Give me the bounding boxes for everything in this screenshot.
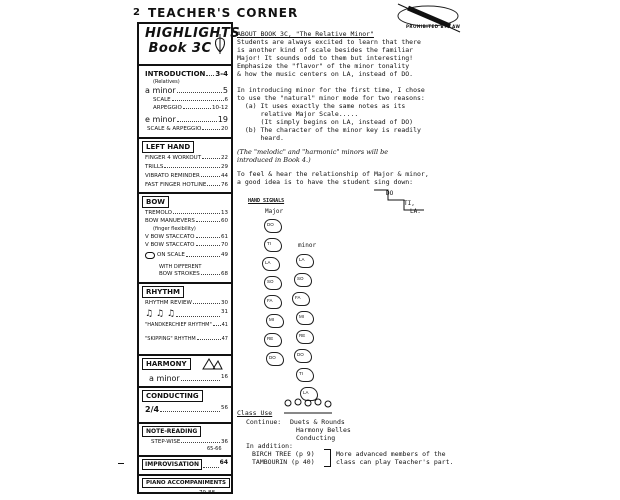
class-use-item: Conducting	[296, 434, 336, 442]
piano-page: 79-88	[199, 490, 215, 496]
page-number: 2	[133, 7, 140, 18]
hand-sign-icon: MI	[296, 311, 314, 325]
la-label: LA.	[410, 208, 421, 215]
left-hand-item: FINGER 4 WORKOUT 22	[145, 155, 228, 161]
divider	[139, 474, 231, 476]
hand-sign-icon: SO	[264, 276, 282, 290]
highlights-sidebar	[137, 22, 241, 496]
major-label: Major	[265, 208, 284, 215]
p2-line: to use the "natural" minor mode for two reasons:	[237, 94, 425, 102]
divider	[139, 192, 231, 194]
bow-manuevers-item: BOW MANUEVERS 60	[145, 218, 228, 224]
left-hand-heading: LEFT HAND	[142, 141, 194, 153]
arpeggio-item: ARPEGGIO 10-12	[153, 105, 228, 111]
divider	[139, 422, 231, 424]
advanced-line: class can play Teacher's part.	[336, 458, 454, 466]
class-use-label: Class Use	[237, 409, 273, 417]
p3-line: To feel & hear the relationship of Major & minor,	[237, 170, 429, 178]
hand-sign-icon: TI	[296, 368, 314, 382]
hand-sign-icon: FA	[292, 292, 310, 306]
p1-line: Emphasize the "flavor" of the minor tonality	[237, 62, 410, 70]
page-header: TEACHER'S CORNER	[148, 6, 299, 20]
scale-item: SCALE 6	[153, 97, 228, 103]
class-use-item: Harmony Belles	[296, 426, 351, 434]
divider	[139, 455, 231, 457]
continue-label: Continue:	[246, 418, 282, 426]
birch-tree-ref: BIRCH TREE (p 9)	[252, 450, 315, 458]
conducting-item: 2/4 56	[145, 405, 228, 414]
note-line: (The "melodic" and "harmonic" minors will be	[237, 148, 389, 156]
rhythm-notes-item: ♫ ♫ ♫ 31	[145, 309, 228, 319]
step-wise-page2: 65-66	[207, 446, 222, 452]
conducting-heading: CONDUCTING	[142, 390, 203, 402]
note-reading-heading: NOTE-READING	[142, 426, 201, 437]
hand-sign-icon: DO	[266, 352, 284, 366]
p2-line: In introducing minor for the first time, I chose	[237, 86, 425, 94]
sidebar-title	[145, 26, 241, 56]
staccato-item: V BOW STACCATO 70	[145, 242, 228, 248]
hand-sign-icon: DO	[294, 349, 312, 363]
relatives-label: (Relatives)	[153, 79, 180, 85]
p1-line: Major! It sounds odd to them but interesting!	[237, 54, 414, 62]
step-wise-item: STEP-WISE 36	[151, 439, 228, 445]
harmony-item: a minor 16	[149, 374, 228, 383]
sidebar-title-line1: HIGHLIGHTS	[145, 26, 241, 41]
improvisation-item: IMPROVISATION 64	[142, 459, 228, 470]
hand-sign-icon: LA	[300, 387, 318, 401]
hand-sign-icon: DO	[264, 219, 282, 233]
bow-heading: BOW	[142, 196, 169, 208]
sidebar-title-line2: Book 3C	[148, 41, 212, 56]
with-different-label: WITH DIFFERENT	[159, 264, 202, 270]
bell-icon	[199, 357, 223, 371]
handkerchief-item: "HANDKERCHIEF RHYTHM" 41	[145, 322, 228, 328]
hand-sign-icon: LA	[262, 257, 280, 271]
violin-icon	[213, 32, 227, 56]
hand-sign-icon: LA	[296, 254, 314, 268]
hand-sign-icon: SO	[294, 273, 312, 287]
brace	[324, 449, 331, 467]
rhythm-review-item: RHYTHM REVIEW 30	[145, 300, 228, 306]
rhythm-heading: RHYTHM	[142, 286, 184, 298]
e-minor-item: e minor 19	[145, 115, 228, 124]
hand-sign-icon: FA	[264, 295, 282, 309]
scale-arpeggio-item: SCALE & ARPEGGIO 20	[147, 126, 228, 132]
p3-line: a good idea is to have the student sing down:	[237, 178, 414, 186]
p2-line: heard.	[237, 134, 284, 142]
bow-strokes-item: BOW STROKES 68	[159, 271, 228, 277]
hand-sign-icon: MI	[266, 314, 284, 328]
divider	[139, 64, 231, 66]
divider	[139, 137, 231, 139]
divider	[139, 354, 231, 356]
introduction-item: INTRODUCTION 3-4	[145, 70, 228, 78]
hand-signals-title: HAND SIGNALS	[248, 198, 285, 204]
divider	[139, 386, 231, 388]
left-hand-item: VIBRATO REMINDER 44	[145, 173, 228, 179]
staccato-item: V BOW STACCATO 61	[145, 234, 228, 240]
logo-text: PROHIBITED BY LAW	[406, 24, 461, 29]
on-scale-item: ON SCALE 49	[145, 252, 228, 259]
p1-line: is another kind of scale besides the familiar	[237, 46, 414, 54]
finger-flex-label: (finger flexibility)	[153, 226, 196, 232]
ti-label: TI,	[404, 200, 415, 207]
copyright-logo	[388, 2, 468, 34]
note-icon	[145, 252, 155, 259]
pen-icon	[388, 2, 468, 34]
left-hand-item: FAST FINGER HOTLINE 76	[145, 182, 228, 188]
p1-line: & how the music centers on LA, instead of DO.	[237, 70, 414, 78]
do-label: DO	[386, 190, 394, 197]
margin-mark	[118, 463, 124, 464]
p2-line: (It simply begins on LA, instead of DO)	[237, 118, 414, 126]
advanced-line: More advanced members of the	[336, 450, 446, 458]
p2-line: relative Major Scale.....	[237, 110, 359, 118]
in-addition-label: In addition:	[246, 442, 293, 450]
tremolo-item: TREMOLO 13	[145, 210, 228, 216]
minor-label: minor	[298, 242, 317, 249]
class-use-item: Duets & Rounds	[290, 418, 345, 426]
left-hand-item: TRILLS 29	[145, 164, 228, 170]
skipping-item: "SKIPPING" RHYTHM 47	[145, 336, 228, 342]
a-minor-item: a minor 5	[145, 86, 228, 95]
p2-line: (b) The character of the minor key is readily	[237, 126, 421, 134]
students-icon	[282, 398, 334, 414]
harmony-heading: HARMONY	[142, 358, 191, 370]
piano-heading: PIANO ACCOMPANIMENTS	[142, 478, 230, 488]
divider	[139, 282, 231, 284]
p2-line: (a) It uses exactly the same notes as its	[237, 102, 406, 110]
p1-line: Students are always excited to learn that there	[237, 38, 421, 46]
about-heading: ABOUT BOOK 3C, "The Relative Minor"	[237, 30, 374, 38]
tambourin-ref: TAMBOURIN (p 40)	[252, 458, 315, 466]
hand-sign-icon: RE	[264, 333, 282, 347]
note-line: introduced in Book 4.)	[237, 156, 311, 164]
hand-sign-icon: TI	[264, 238, 282, 252]
hand-sign-icon: RE	[296, 330, 314, 344]
